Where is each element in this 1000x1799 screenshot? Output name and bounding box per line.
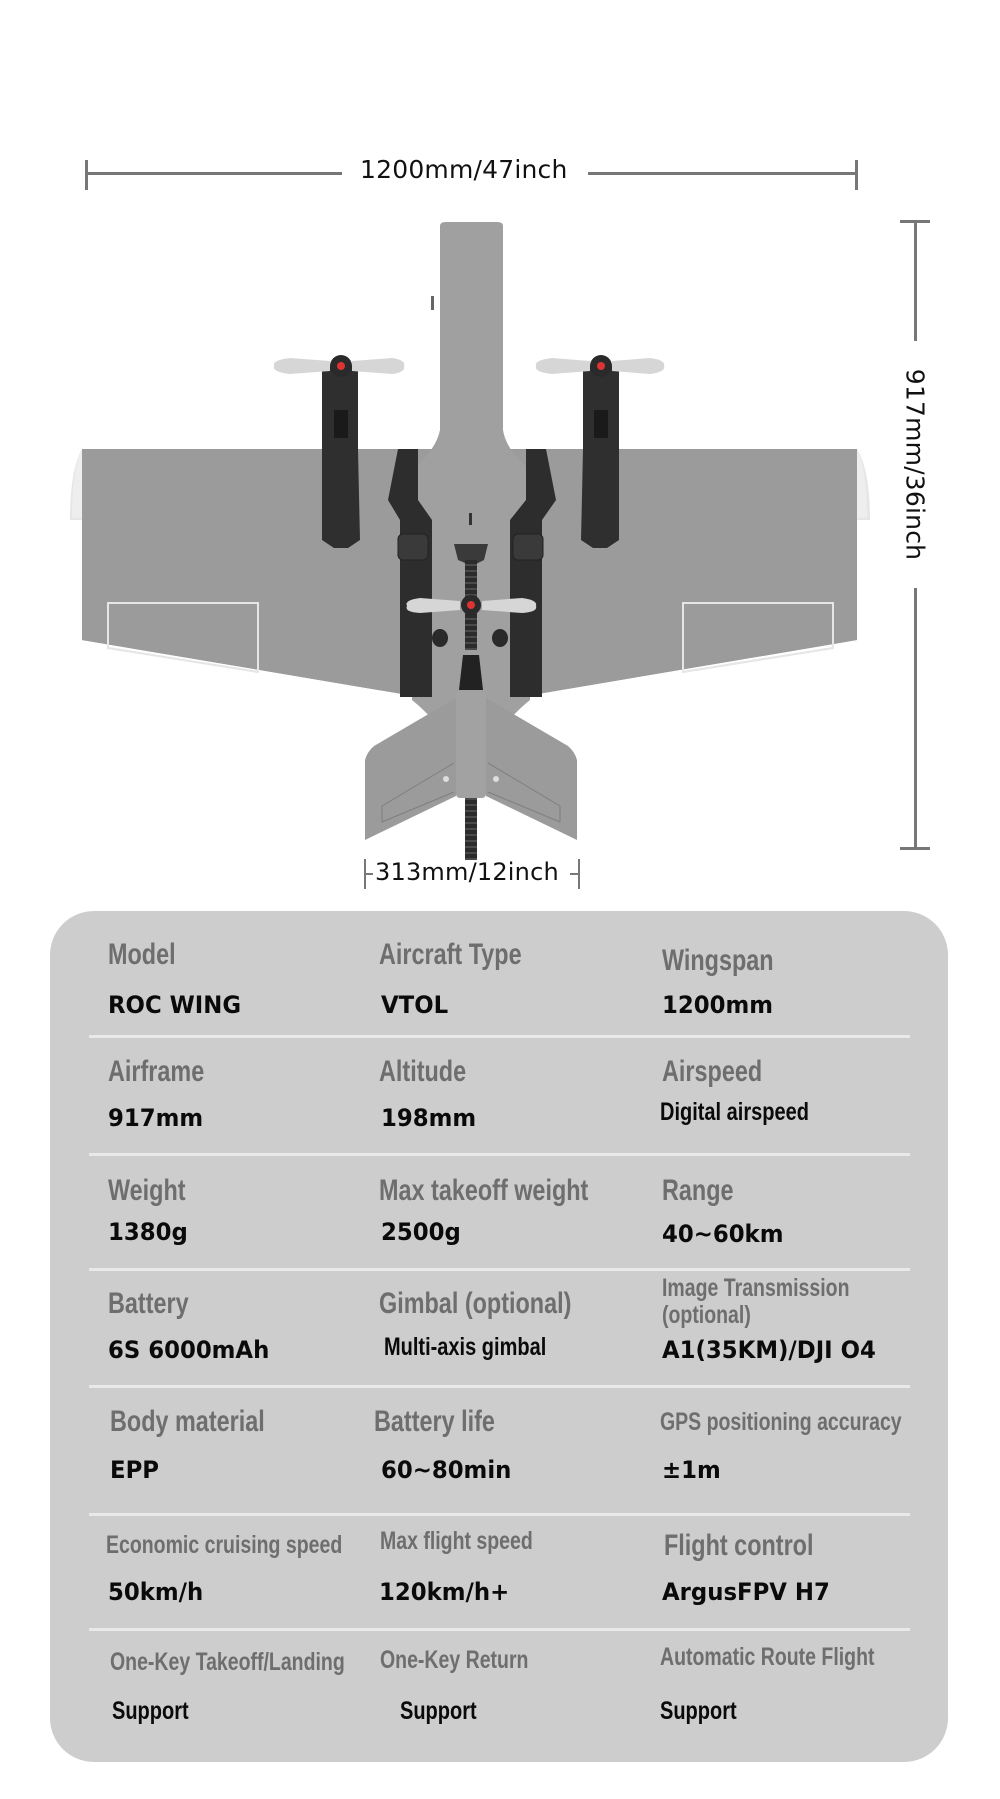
row-divider xyxy=(89,1385,910,1388)
tail-span-right-stub xyxy=(570,873,578,875)
spec-value: Support xyxy=(400,1697,477,1725)
row-divider xyxy=(89,1513,910,1516)
spec-value: 50km/h xyxy=(108,1578,204,1606)
spec-value: Digital airspeed xyxy=(660,1098,809,1126)
spec-label-line2: (optional) xyxy=(662,1301,751,1329)
spec-label: Airspeed xyxy=(662,1055,763,1088)
spec-value: VTOL xyxy=(381,991,449,1019)
spec-label: One-Key Takeoff/Landing xyxy=(110,1648,345,1676)
spec-label: Weight xyxy=(108,1174,186,1207)
spec-value: EPP xyxy=(110,1456,159,1484)
row-divider xyxy=(89,1268,910,1271)
spec-label: Economic cruising speed xyxy=(106,1531,343,1559)
spec-label: Aircraft Type xyxy=(379,938,522,971)
spec-table xyxy=(50,911,948,1762)
spec-label: Gimbal (optional) xyxy=(379,1287,572,1320)
left-nacelle xyxy=(322,366,360,548)
spec-label: Body material xyxy=(110,1405,265,1438)
tail-span-left-stub xyxy=(365,873,373,875)
tail-span-right-tick xyxy=(578,859,580,889)
spec-label: Automatic Route Flight xyxy=(660,1643,875,1671)
spec-value: A1(35KM)/DJI O4 xyxy=(662,1336,876,1364)
spec-label: Max takeoff weight xyxy=(379,1174,589,1207)
spec-value: ROC WING xyxy=(108,991,242,1019)
spec-label: Battery life xyxy=(374,1405,495,1438)
spec-value: 1380g xyxy=(108,1218,188,1246)
spec-value: ArgusFPV H7 xyxy=(662,1578,830,1606)
spec-value: 120km/h+ xyxy=(379,1578,510,1606)
spec-label: Wingspan xyxy=(662,944,774,977)
spec-value: ±1m xyxy=(662,1456,721,1484)
spec-label: One-Key Return xyxy=(380,1646,529,1674)
row-divider xyxy=(89,1153,910,1156)
spec-label: Altitude xyxy=(379,1055,467,1088)
length-dimension-label: 917mm/36inch xyxy=(900,368,930,561)
spec-label: Image Transmission xyxy=(662,1274,850,1302)
row-divider xyxy=(89,1628,910,1631)
spec-value: 6S 6000mAh xyxy=(108,1336,270,1364)
spec-value: 40~60km xyxy=(662,1220,784,1248)
spec-label: Model xyxy=(108,938,176,971)
spec-value: Support xyxy=(660,1697,737,1725)
tail-span-dimension-label: 313mm/12inch xyxy=(375,858,559,886)
spec-value: 60~80min xyxy=(381,1456,512,1484)
spec-label: Airframe xyxy=(108,1055,205,1088)
spec-value: 1200mm xyxy=(662,991,773,1019)
spec-value: 2500g xyxy=(381,1218,461,1246)
spec-value: Multi-axis gimbal xyxy=(384,1333,547,1361)
wingspan-dimension-label: 1200mm/47inch xyxy=(360,155,568,184)
row-divider xyxy=(89,1035,910,1038)
spec-label: Battery xyxy=(108,1287,189,1320)
spec-label: Flight control xyxy=(664,1529,814,1562)
spec-value: 917mm xyxy=(108,1104,204,1132)
spec-label: Range xyxy=(662,1174,734,1207)
spec-value: Support xyxy=(112,1697,189,1725)
spec-label: GPS positioning accuracy xyxy=(660,1408,902,1436)
spec-label: Max flight speed xyxy=(380,1527,533,1555)
right-nacelle xyxy=(581,366,619,548)
spec-value: 198mm xyxy=(381,1104,477,1132)
